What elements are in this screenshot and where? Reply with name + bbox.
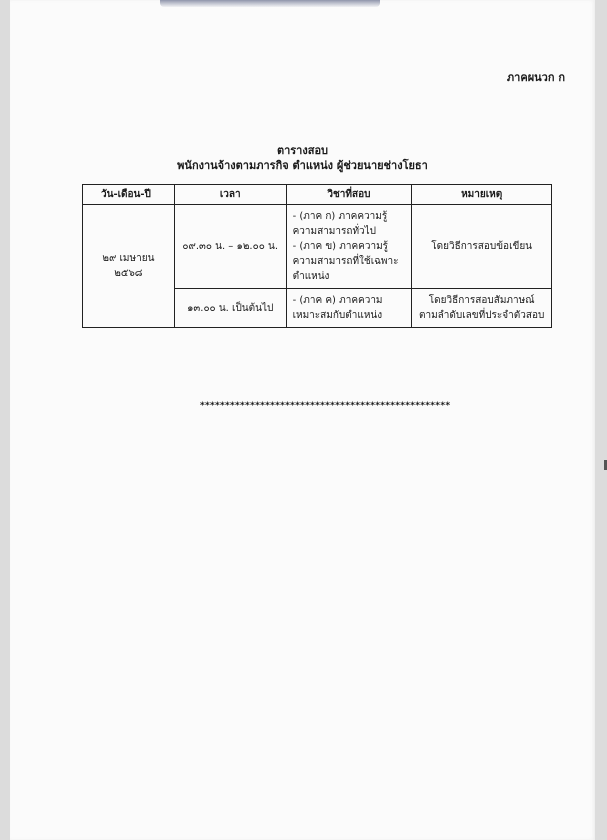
- subject-line: - (ภาค ข) ภาคความรู้: [292, 241, 389, 252]
- table-row: [83, 205, 552, 289]
- subject-line: ความสามารถที่ใช้เฉพาะ: [292, 256, 399, 267]
- table-header-row: [83, 185, 552, 205]
- subject-cell: [286, 205, 412, 289]
- exam-date-year: ๒๕๖๘: [114, 268, 143, 279]
- remark-cell: [412, 289, 552, 328]
- document-page: [10, 0, 595, 840]
- subject-line: ความสามารถทั่วไป: [292, 226, 377, 237]
- subject-cell: [286, 289, 412, 328]
- time-cell: ๑๓.๐๐ น. เป็นต้นไป: [174, 289, 286, 328]
- remark-line: โดยวิธีการสอบข้อเขียน: [431, 241, 533, 252]
- subject-line: - (ภาค ค) ภาคความ: [292, 295, 383, 306]
- subject-line: เหมาะสมกับตำแหน่ง: [292, 310, 383, 321]
- subject-line: ตำแหน่ง: [292, 271, 330, 282]
- end-divider: **************************************************: [200, 401, 451, 411]
- header-time: เวลา: [174, 185, 286, 205]
- bleed-through-header: [160, 0, 380, 7]
- exam-schedule-table: [82, 184, 552, 328]
- subject-line: - (ภาค ก) ภาคความรู้: [292, 211, 388, 222]
- document-subtitle: พนักงานจ้างตามภารกิจ ตำแหน่ง ผู้ช่วยนายช่างโยธา: [177, 159, 428, 172]
- header-remark: หมายเหตุ: [412, 185, 552, 205]
- remark-cell: [412, 205, 552, 289]
- annex-label: ภาคผนวก ก: [506, 71, 565, 84]
- exam-date-day-month: ๒๙ เมษายน: [102, 253, 155, 264]
- time-cell: ๐๙.๓๐ น. – ๑๒.๐๐ น.: [174, 205, 286, 289]
- document-title: ตารางสอบ: [276, 144, 329, 157]
- header-date: วัน-เดือน-ปี: [83, 185, 175, 205]
- exam-date-cell: [83, 205, 175, 328]
- remark-line: โดยวิธีการสอบสัมภาษณ์: [428, 295, 535, 306]
- header-subject: วิชาที่สอบ: [286, 185, 412, 205]
- remark-line: ตามลำดับเลขที่ประจำตัวสอบ: [418, 310, 545, 321]
